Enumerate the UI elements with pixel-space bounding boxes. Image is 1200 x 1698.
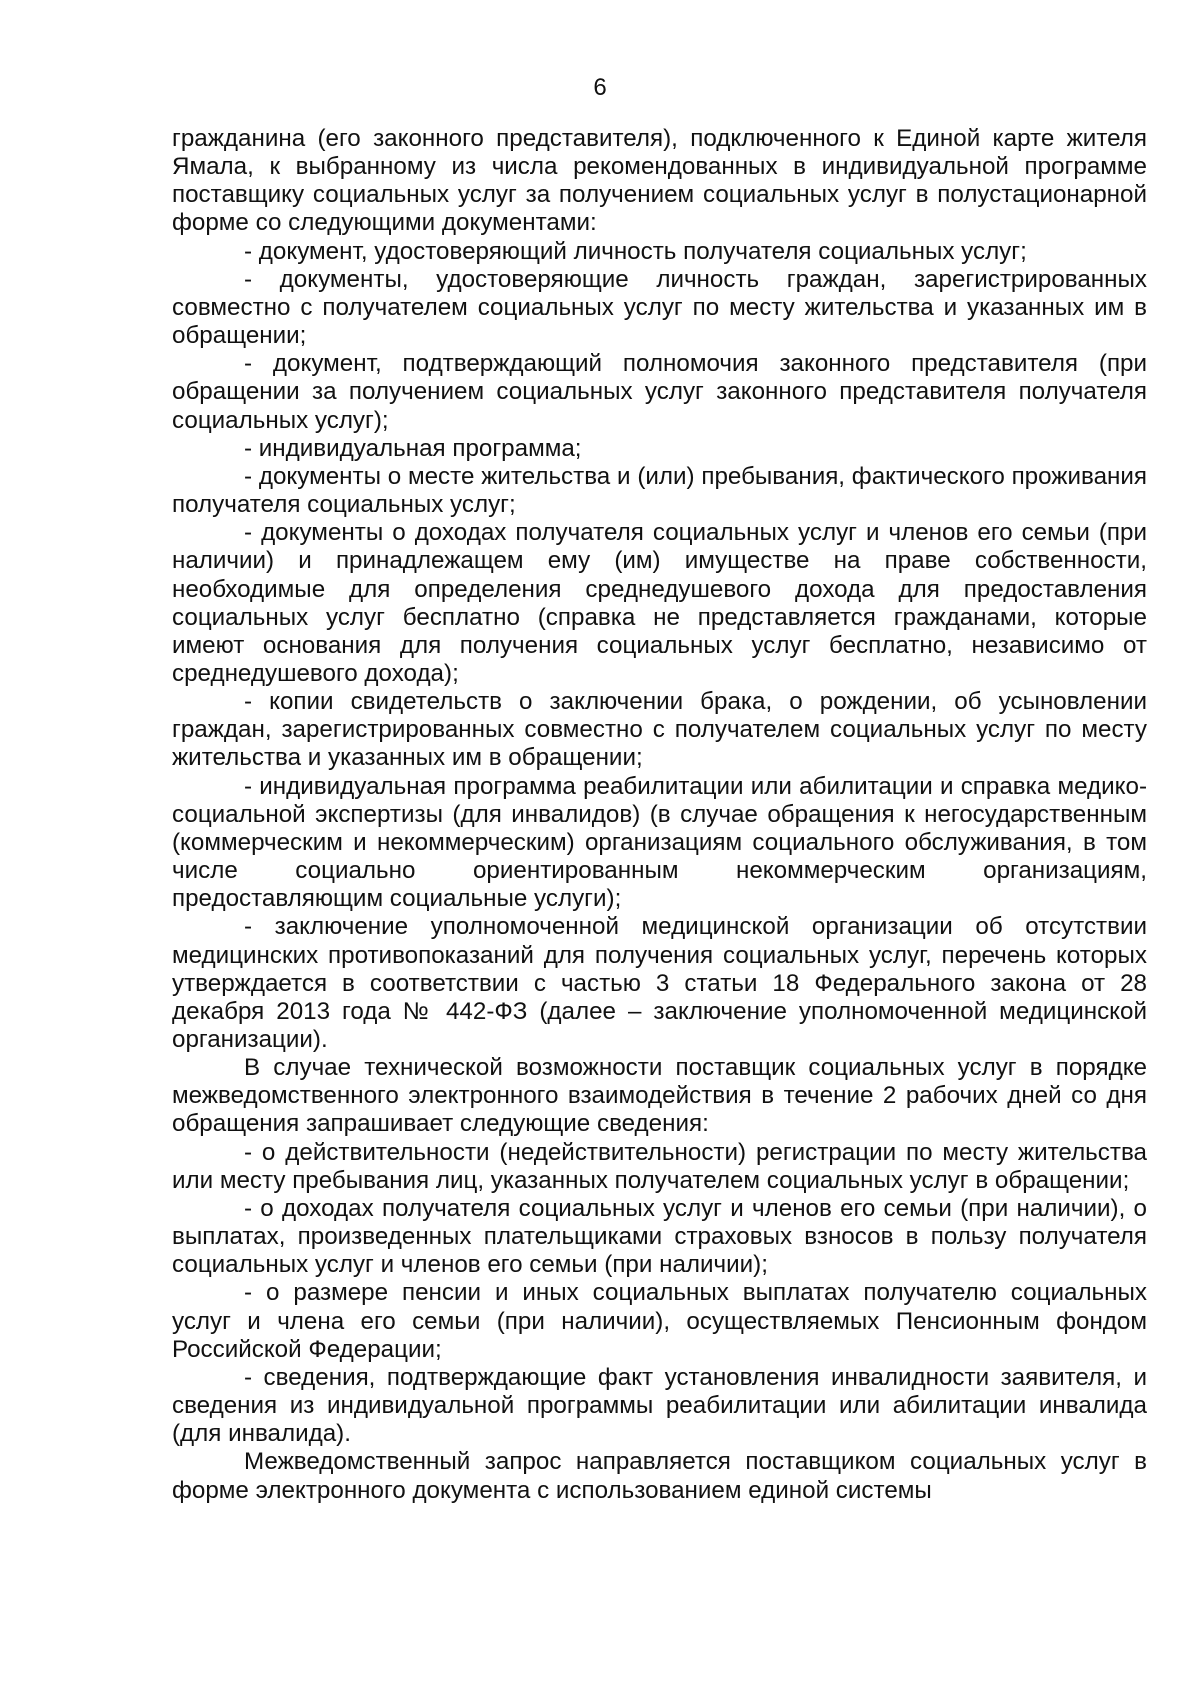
list-item-medical-conclusion: - заключение уполномоченной медицинской организации об отсутствии медицинских противопоказаний для получения социальных услуг, перечень которых утверждается в соответствии с частью 3 статьи 18 Федерального закона от 28 декабря 2013 года № 442-ФЗ (далее – заключение уполномоченной медицинской организации). xyxy=(172,913,1147,1053)
list-item-certificate-copies: - копии свидетельств о заключении брака, о рождении, об усыновлении граждан, зарегистрированных совместно с получателем социальных услуг по месту жительства и указанных им в обращении; xyxy=(172,688,1147,772)
list-item-registration-validity: - о действительности (недействительности) регистрации по месту жительства или месту пребывания лиц, указанных получателем социальных услуг в обращении; xyxy=(172,1138,1147,1194)
list-item-income-documents: - документы о доходах получателя социальных услуг и членов его семьи (при наличии) и принадлежащем ему (им) имуществе на праве собственности, необходимые для определения среднедушевого дохода для предоставления социальных услуг бесплатно (справка не представляется гражданами, которые имеют основания для получения социальных услуг бесплатно, независимо от среднедушевого дохода); xyxy=(172,519,1147,687)
list-item-income-payments: - о доходах получателя социальных услуг и членов его семьи (при наличии), о выплатах, произведенных плательщиками страховых взносов в пользу получателя социальных услуг и членов его семьи (при наличии); xyxy=(172,1194,1147,1279)
paragraph-interagency-request: В случае технической возможности поставщик социальных услуг в порядке межведомственного электронного взаимодействия в течение 2 рабочих дней со дня обращения запрашивает следующие сведения: xyxy=(172,1054,1147,1138)
list-item-identity-document: - документ, удостоверяющий личность получателя социальных услуг; xyxy=(244,237,1027,265)
list-item-disability-info: - сведения, подтверждающие факт установления инвалидности заявителя, и сведения из индивидуальной программы реабилитации или абилитации инвалида (для инвалида). xyxy=(172,1363,1147,1448)
paragraph-request-form: Межведомственный запрос направляется поставщиком социальных услуг в форме электронного документа с использованием единой системы xyxy=(172,1448,1147,1504)
page-number: 6 xyxy=(593,74,607,101)
list-item-pension-info: - о размере пенсии и иных социальных выплатах получателю социальных услуг и члена его семьи (при наличии), осуществляемых Пенсионным фондом Российской Федерации; xyxy=(172,1279,1147,1363)
list-item-individual-program: - индивидуальная программа; xyxy=(244,434,582,462)
list-item-co-residents-identity: - документы, удостоверяющие личность граждан, зарегистрированных совместно с получателем социальных услуг по месту жительства и указанных им в обращении; xyxy=(172,265,1147,350)
document-body xyxy=(172,125,1147,1505)
list-item-rehabilitation-program: - индивидуальная программа реабилитации или абилитации и справка медико-социальной экспертизы (для инвалидов) (в случае обращения к негосударственным (коммерческим и некоммерческим) организациям социального обслуживания, в том числе социально ориентированным некоммерческим организациям, предоставляющим социальные услуги); xyxy=(172,772,1147,913)
list-item-residence-documents: - документы о месте жительства и (или) пребывания, фактического проживания получателя социальных услуг; xyxy=(172,462,1147,519)
paragraph-intro-continuation: гражданина (его законного представителя), подключенного к Единой карте жителя Ямала, к выбранному из числа рекомендованных в индивидуальной программе поставщику социальных услуг за получением социальных услуг в полустационарной форме со следующими документами: xyxy=(172,125,1147,237)
list-item-representative-authority: - документ, подтверждающий полномочия законного представителя (при обращении за получением социальных услуг законного представителя получателя социальных услуг); xyxy=(172,350,1147,434)
